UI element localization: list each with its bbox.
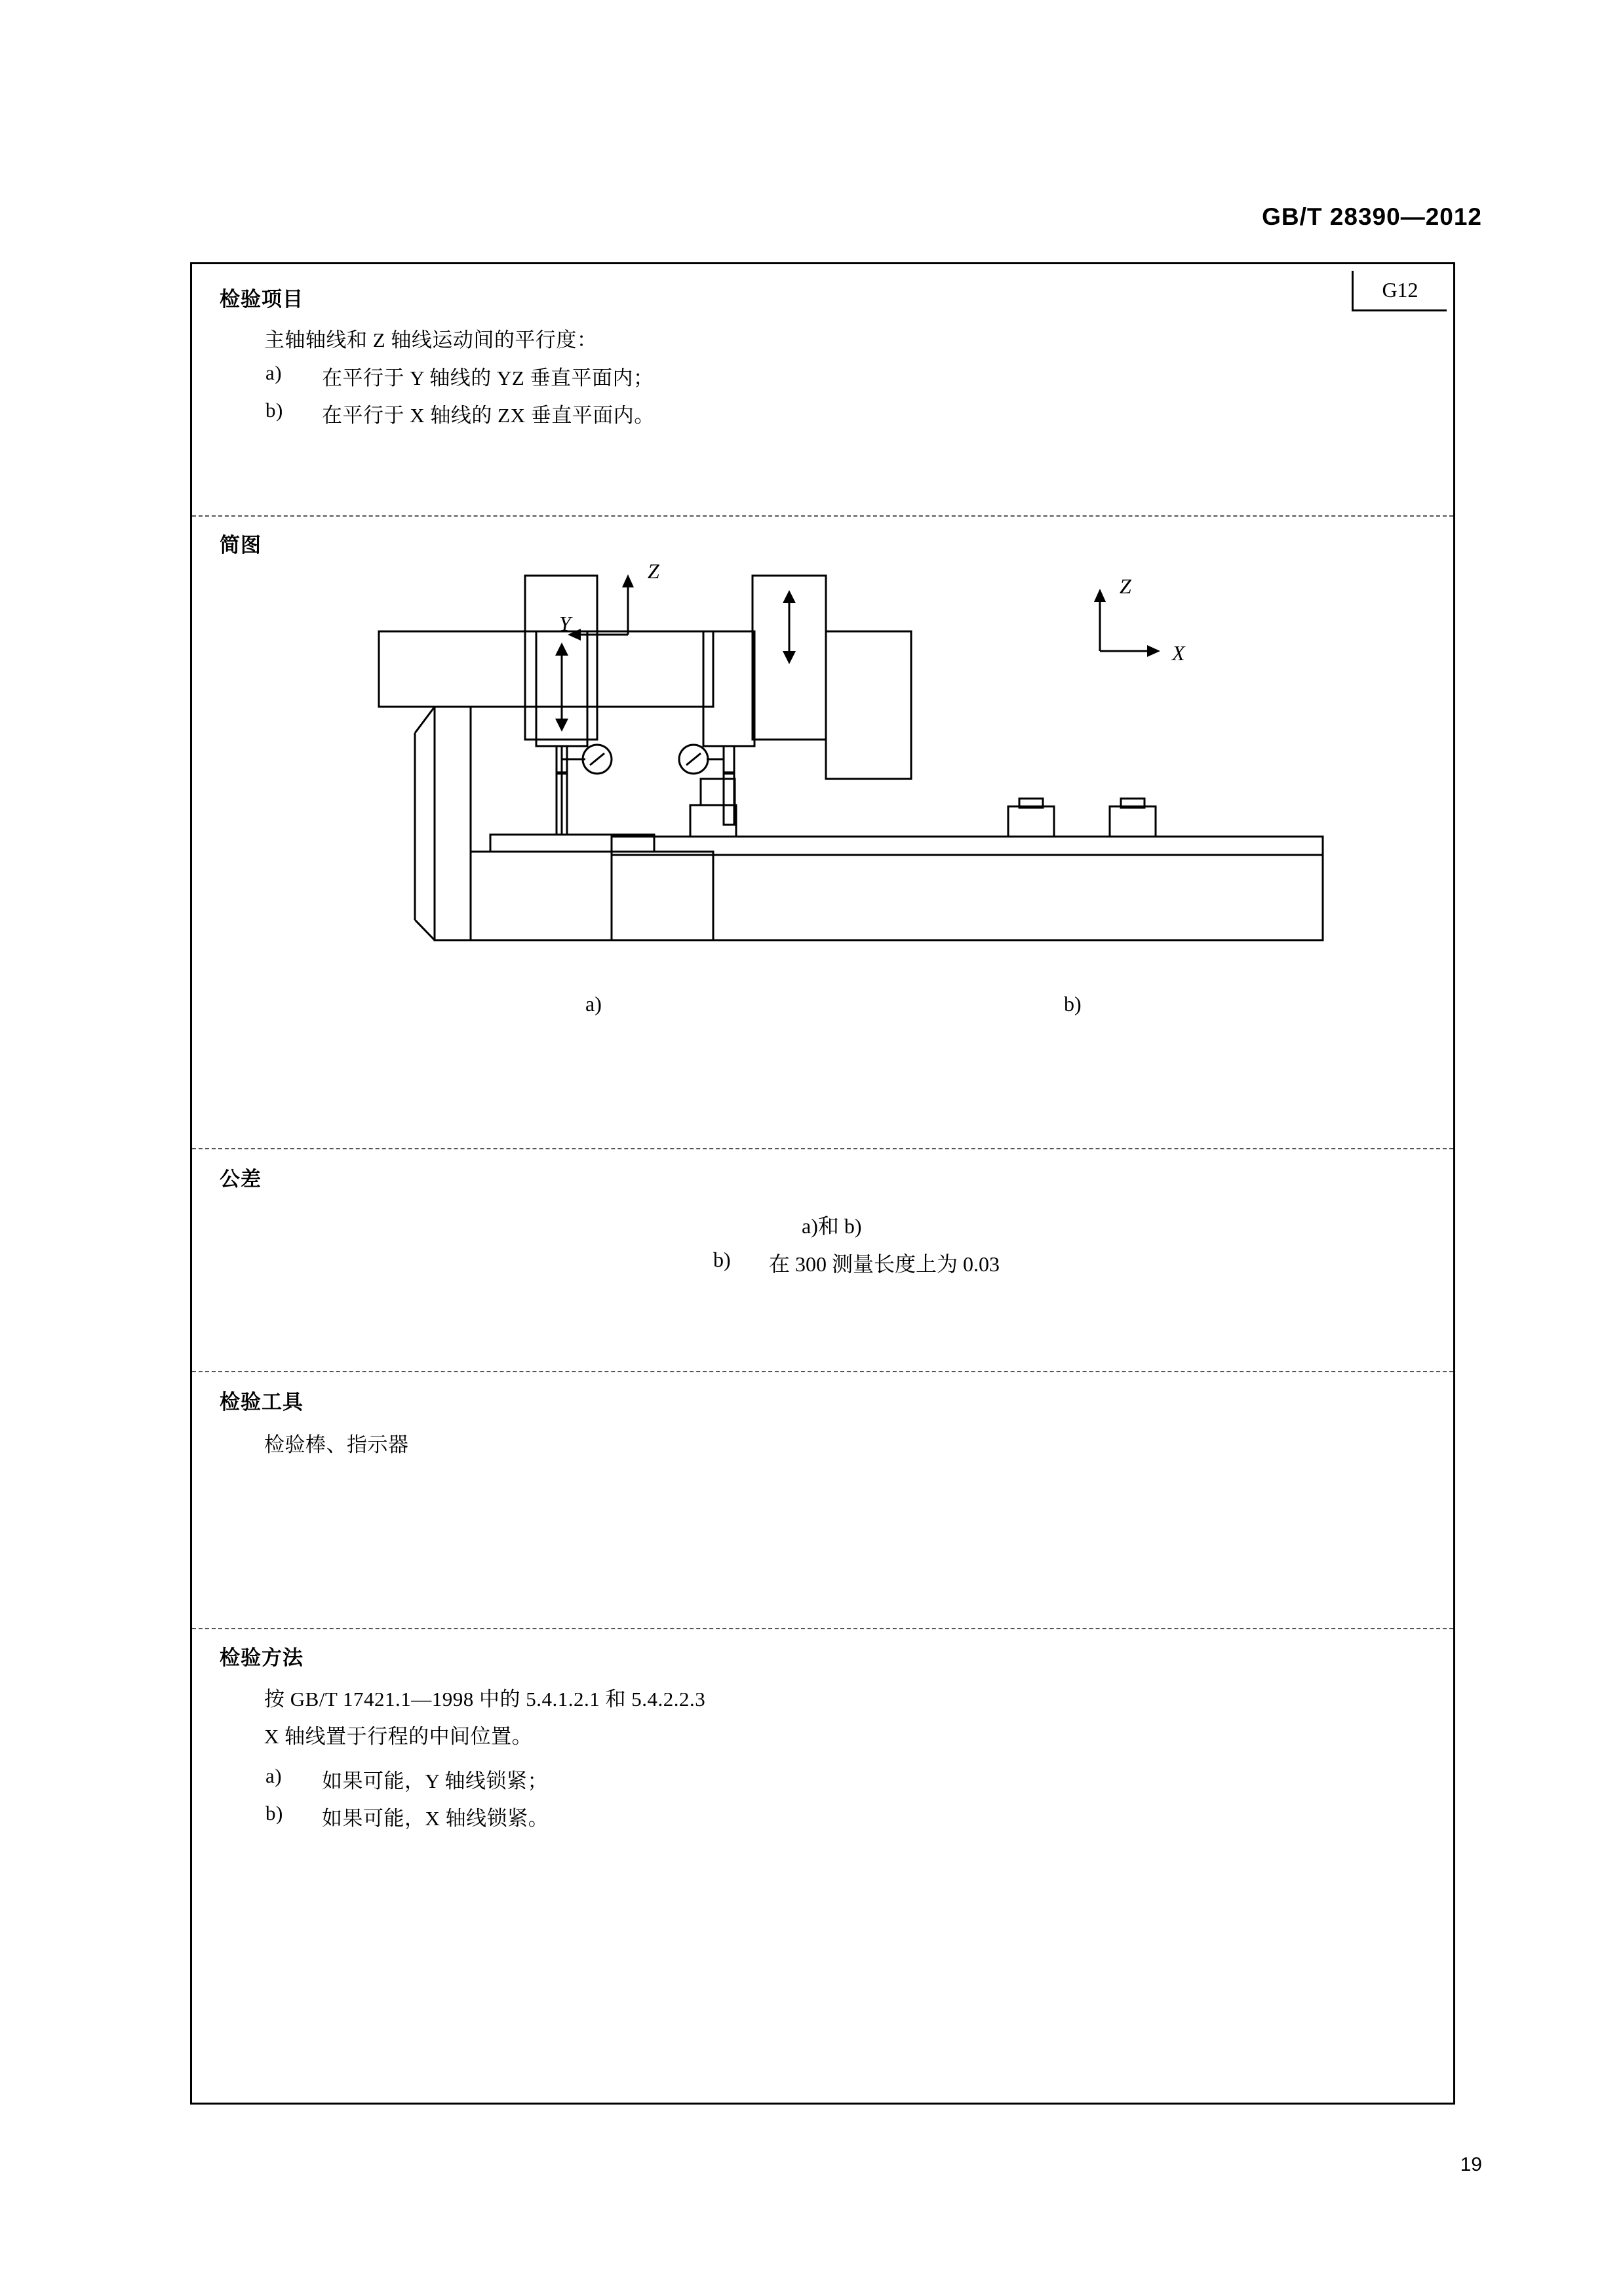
axis-label-z-b: Z [1120,574,1131,598]
test-code-badge: G12 [1352,271,1447,311]
inspection-item-b-text: 在平行于 X 轴线的 ZX 垂直平面内。 [322,404,655,427]
inspection-item-b-marker: b) [265,399,283,422]
section-title-tools: 检验工具 [220,1391,303,1414]
axis-label-z-a: Z [648,559,659,583]
tools-text: 检验棒、指示器 [264,1433,409,1456]
method-line-2: X 轴线置于行程的中间位置。 [264,1725,533,1748]
page-number: 19 [1460,2154,1482,2175]
divider-1 [192,515,1453,517]
inspection-card [190,262,1455,2105]
tolerance-line-2-text: 在 300 测量长度上为 0.03 [769,1252,1000,1276]
inspection-item-lead: 主轴轴线和 Z 轴线运动间的平行度： [264,328,598,351]
inspection-item-a-text: 在平行于 Y 轴线的 YZ 垂直平面内； [322,366,654,389]
inspection-item-a-marker: a) [265,361,283,384]
divider-2 [192,1148,1453,1149]
method-item-b-marker: b) [265,1802,283,1825]
method-item-a-marker: a) [265,1764,283,1787]
section-title-diagram: 简图 [220,534,262,557]
divider-4 [192,1628,1453,1629]
figure-b-label: b) [1064,992,1082,1016]
axis-label-x-b: X [1172,641,1185,665]
section-title-tolerance: 公差 [220,1168,262,1191]
method-item-a-text: 如果可能，Y 轴线锁紧； [322,1770,548,1792]
machine-diagram [192,559,1453,1087]
divider-3 [192,1371,1453,1372]
standard-number: GB/T 28390—2012 [1262,203,1482,230]
figure-a-label: a) [585,992,602,1016]
section-title-method: 检验方法 [220,1646,303,1669]
axis-label-y-a: Y [559,612,571,635]
section-title-inspection-item: 检验项目 [220,288,303,311]
tolerance-line-2-marker: b) [713,1248,731,1271]
diagram-svg [192,563,1453,1087]
method-line-1: 按 GB/T 17421.1—1998 中的 5.4.1.2.1 和 5.4.2.2.3 [264,1688,706,1711]
method-item-b-text: 如果可能，X 轴线锁紧。 [322,1807,549,1830]
tolerance-line-1: a)和 b) [802,1214,862,1238]
